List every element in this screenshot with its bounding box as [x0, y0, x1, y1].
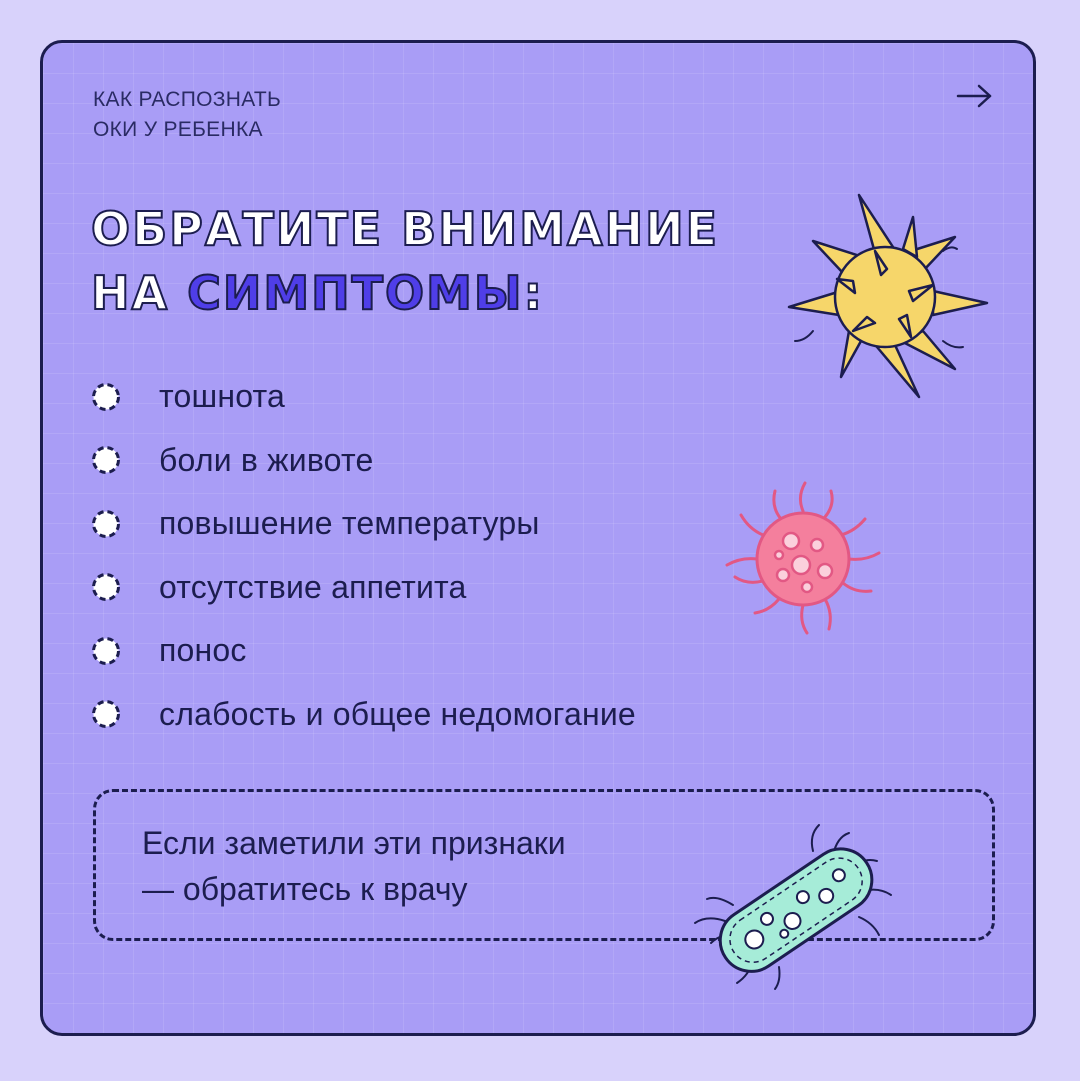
dashed-circle-icon	[91, 636, 121, 666]
symptom-list	[91, 365, 636, 746]
dashed-circle-icon	[91, 509, 121, 539]
pink-virus-icon	[721, 479, 885, 639]
dashed-circle-icon	[91, 382, 121, 412]
symptom-label: понос	[159, 632, 247, 669]
series-title-line2: ОКИ У РЕБЕНКА	[93, 118, 263, 141]
list-item	[91, 492, 636, 556]
advice-text	[142, 820, 566, 912]
symptom-label: слабость и общее недомогание	[159, 695, 636, 732]
list-item	[91, 619, 636, 683]
arrow-right-icon[interactable]	[955, 81, 995, 111]
list-item	[91, 365, 636, 429]
series-title	[93, 85, 281, 145]
spiky-virus-icon	[783, 191, 993, 401]
page-title	[91, 197, 719, 325]
symptom-label: боли в животе	[159, 441, 374, 478]
list-item	[91, 556, 636, 620]
list-item	[91, 429, 636, 493]
title-prefix: НА	[91, 266, 188, 320]
advice-line1: Если заметили эти признаки	[142, 825, 566, 861]
symptom-label: тошнота	[159, 378, 286, 415]
dashed-circle-icon	[91, 699, 121, 729]
title-line1: ОБРАТИТЕ ВНИМАНИЕ	[91, 202, 720, 256]
symptom-label: повышение температуры	[159, 505, 540, 542]
series-title-line1: КАК РАСПОЗНАТЬ	[93, 88, 282, 111]
symptoms-card	[40, 40, 1036, 1036]
title-suffix: :	[523, 266, 544, 320]
symptom-label: отсутствие аппетита	[159, 568, 467, 605]
advice-line2: — обратитесь к врачу	[142, 871, 468, 907]
dashed-circle-icon	[91, 445, 121, 475]
dashed-circle-icon	[91, 572, 121, 602]
list-item	[91, 683, 636, 747]
title-accent: СИМПТОМЫ	[187, 266, 524, 320]
bacterium-icon	[683, 821, 903, 991]
